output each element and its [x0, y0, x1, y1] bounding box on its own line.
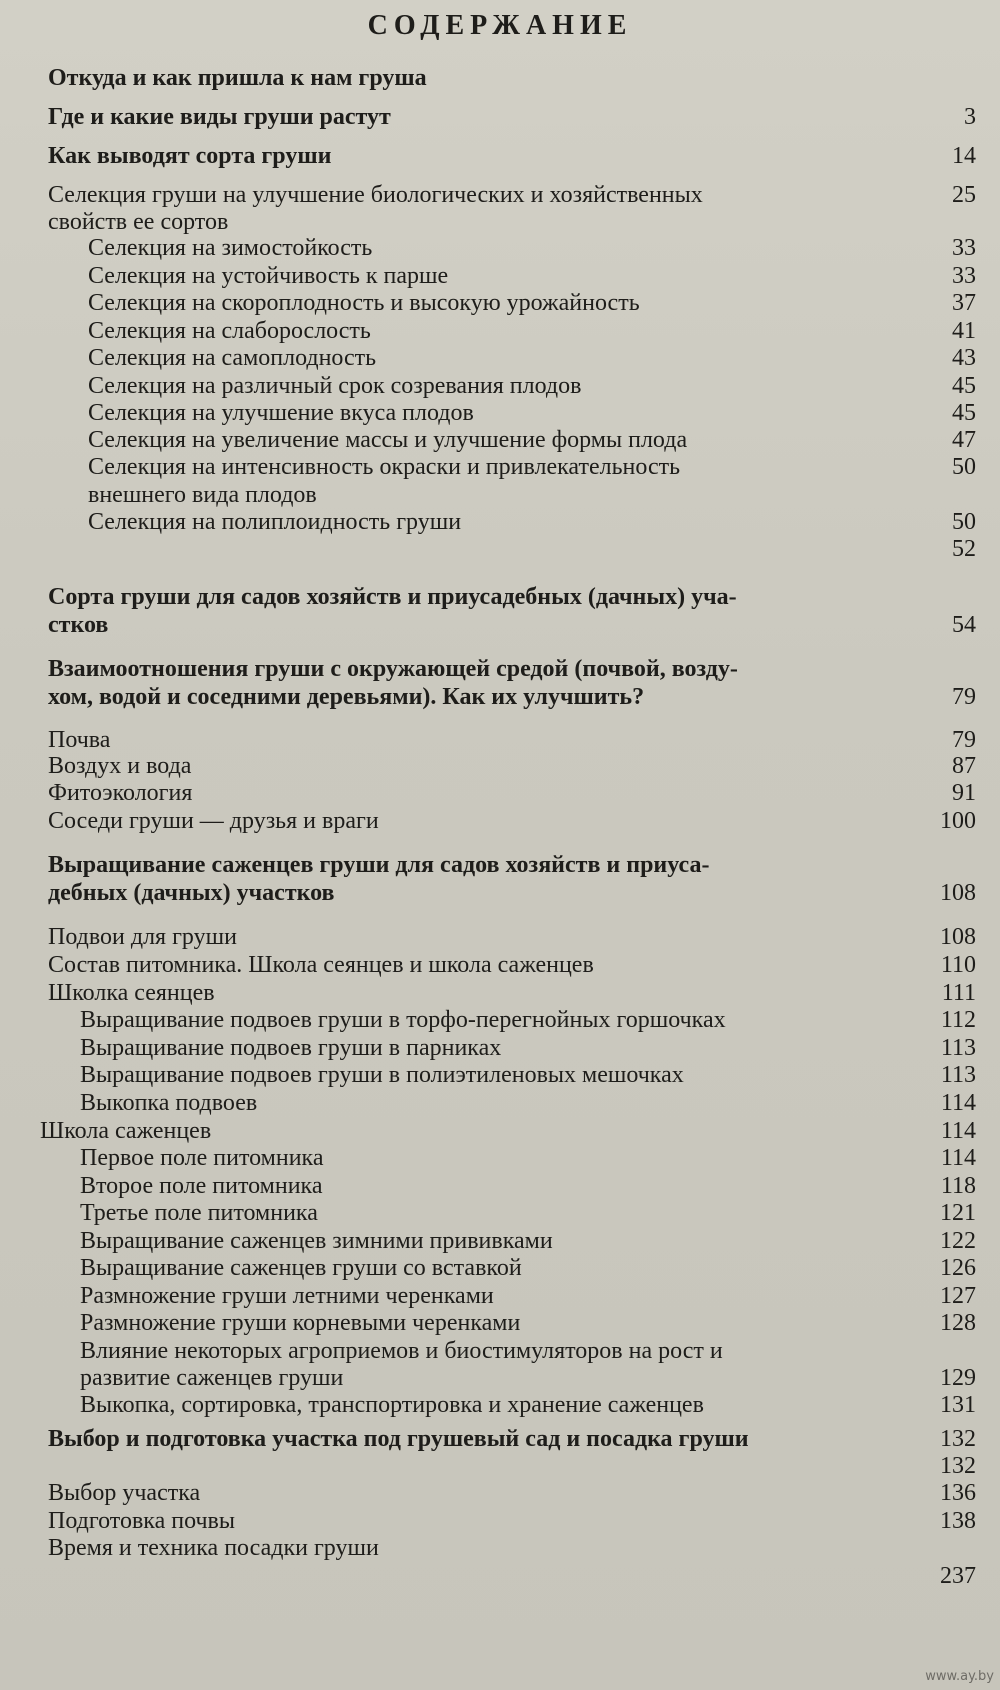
toc-entry [0, 1336, 1000, 1366]
toc-entry [0, 1363, 1000, 1393]
toc-entry [0, 850, 1000, 880]
toc-entry-page: 25 [952, 182, 976, 208]
toc-entry [0, 425, 1000, 455]
watermark: www.ay.by [925, 1669, 994, 1684]
toc-entry-title: Сорта груши для садов хозяйств и приусадебных (дачных) уча- [48, 584, 737, 610]
toc-entry [0, 1561, 1000, 1591]
toc-entry-title: Выбор участка [48, 1480, 201, 1506]
toc-entry [0, 1088, 1000, 1118]
toc-entry-title: Состав питомника. Школа сеянцев и школа саженцев [48, 952, 594, 978]
toc-entry-page: 113 [940, 1062, 976, 1088]
toc-entry [0, 1451, 1000, 1481]
toc-entry-page: 52 [952, 536, 976, 562]
toc-entry [0, 1478, 1000, 1508]
toc-entry-title: Первое поле питомника [80, 1145, 324, 1171]
toc-entry-title: Селекция груши на улучшение биологических и хозяйственных [48, 182, 703, 208]
toc-entry [0, 180, 1000, 210]
toc-entry-title: Селекция на полиплоидность груши [88, 509, 462, 535]
toc-entry-page: 79 [952, 727, 976, 753]
toc-entry-page: 45 [952, 400, 976, 426]
toc-entry-title: Селекция на самоплодность [88, 345, 377, 371]
toc-entry-page: 121 [940, 1200, 976, 1226]
toc-entry [0, 582, 1000, 612]
toc-entry-title: Размножение груши корневыми черенками [80, 1310, 521, 1336]
toc-entry-page: 111 [941, 980, 976, 1006]
toc-entry-title: Школка сеянцев [48, 980, 215, 1006]
toc-entry-page: 138 [940, 1508, 976, 1534]
toc-entry [0, 1390, 1000, 1420]
toc-entry-page: 237 [940, 1563, 976, 1589]
toc-entry [0, 233, 1000, 263]
toc-entry-page: 114 [940, 1145, 976, 1171]
toc-entry-title: стков [48, 612, 109, 638]
toc-entry [0, 507, 1000, 537]
toc-entry [0, 654, 1000, 684]
toc-entry-title: Селекция на интенсивность окраски и привлекательность [88, 454, 681, 480]
toc-entry [0, 288, 1000, 318]
toc-entry [0, 1308, 1000, 1338]
toc-entry-page: 50 [952, 454, 976, 480]
toc-entry-title: Выращивание подвоев груши в парниках [80, 1035, 502, 1061]
toc-entry [0, 371, 1000, 401]
toc-entry [0, 1116, 1000, 1146]
toc-entry-page: 127 [940, 1283, 976, 1309]
toc-entry-title: Третье поле питомника [80, 1200, 318, 1226]
toc-entry [0, 1198, 1000, 1228]
toc-entry [0, 778, 1000, 808]
toc-entry-title: Селекция на увеличение массы и улучшение формы плода [88, 427, 688, 453]
toc-entry-page: 108 [940, 880, 976, 906]
toc-entry-title: Школа саженцев [40, 1118, 212, 1144]
toc-entry-title: Селекция на улучшение вкуса плодов [88, 400, 474, 426]
toc-entry-title: хом, водой и соседними деревьями). Как их улучшить? [48, 684, 645, 710]
toc-entry-page: 33 [952, 263, 976, 289]
toc-entry-page: 129 [940, 1365, 976, 1391]
toc-entry-page: 45 [952, 373, 976, 399]
toc-entry-page: 132 [940, 1426, 976, 1452]
toc-entry [0, 1506, 1000, 1536]
toc-entry-page: 126 [940, 1255, 976, 1281]
toc-entry-title: дебных (дачных) участков [48, 880, 335, 906]
toc-entry-title: Селекция на скороплодность и высокую урожайность [88, 290, 640, 316]
toc-entry-title: Почва [48, 727, 111, 753]
toc-entry [0, 1060, 1000, 1090]
toc-entry-title: Селекция на устойчивость к парше [88, 263, 449, 289]
toc-entry-title: Размножение груши летними черенками [80, 1283, 494, 1309]
toc-entry [0, 1281, 1000, 1311]
toc-entry-title: Второе поле питомника [80, 1173, 323, 1199]
toc-entry-title: Откуда и как пришла к нам груша [48, 65, 427, 91]
toc-entry [0, 978, 1000, 1008]
toc-entry-page: 54 [952, 612, 976, 638]
toc-entry-page: 108 [940, 924, 976, 950]
toc-entry-title: Фитоэкология [48, 780, 193, 806]
toc-entry [0, 610, 1000, 640]
toc-entry [0, 1171, 1000, 1201]
toc-entry-page: 131 [940, 1392, 976, 1418]
toc-entry-page: 91 [952, 780, 976, 806]
toc-entry [0, 1033, 1000, 1063]
toc-entry-title: Выращивание саженцев зимними прививками [80, 1228, 553, 1254]
toc-entry-title: Подготовка почвы [48, 1508, 235, 1534]
toc-entry [0, 102, 1000, 132]
page-title: СОДЕРЖАНИЕ [367, 10, 633, 41]
toc-entry-title: Выращивание подвоев груши в полиэтиленовых мешочках [80, 1062, 684, 1088]
toc-entry-page: 41 [952, 318, 976, 344]
toc-entry [0, 1226, 1000, 1256]
toc-entry-page: 112 [940, 1007, 976, 1033]
toc-entry [0, 343, 1000, 373]
toc-entry-page: 37 [952, 290, 976, 316]
toc-entry-page: 43 [952, 345, 976, 371]
toc-entry [0, 316, 1000, 346]
toc-entry-page: 114 [940, 1090, 976, 1116]
toc-entry [0, 806, 1000, 836]
toc-entry-title: Выкопка, сортировка, транспортировка и хранение саженцев [80, 1392, 704, 1418]
toc-entry-page: 14 [952, 143, 976, 169]
toc-entry-title: внешнего вида плодов [88, 482, 317, 508]
toc-entry [0, 452, 1000, 482]
toc-entry-page: 100 [940, 808, 976, 834]
toc-entry-page: 3 [964, 104, 976, 130]
toc-entry [0, 534, 1000, 564]
toc-entry [0, 751, 1000, 781]
toc-entry-title: Подвои для груши [48, 924, 237, 950]
toc-entry-title: Выращивание саженцев груши со вставкой [80, 1255, 522, 1281]
toc-entry-page: 33 [952, 235, 976, 261]
toc-entry [0, 63, 1000, 93]
toc-entry-page: 132 [940, 1453, 976, 1479]
toc-entry-title: Соседи груши — друзья и враги [48, 808, 379, 834]
toc-entry [0, 261, 1000, 291]
toc-entry-page: 87 [952, 753, 976, 779]
toc-entry-page: 50 [952, 509, 976, 535]
toc-entry-page: 136 [940, 1480, 976, 1506]
toc-entry [0, 1143, 1000, 1173]
toc-entry-title: Время и техника посадки груши [48, 1535, 379, 1561]
toc-entry-title: Влияние некоторых агроприемов и биостимуляторов на рост и [80, 1338, 723, 1364]
toc-entry-title: Селекция на зимостойкость [88, 235, 373, 261]
toc-entry [0, 950, 1000, 980]
toc-entry-title: Выкопка подвоев [80, 1090, 258, 1116]
toc-entry [0, 1424, 1000, 1454]
toc-entry-title: Воздух и вода [48, 753, 192, 779]
toc-entry-page: 113 [940, 1035, 976, 1061]
toc-entry [0, 141, 1000, 171]
toc-entry-page: 118 [940, 1173, 976, 1199]
toc-entry [0, 1005, 1000, 1035]
toc-entry [0, 878, 1000, 908]
toc-entry-title: Селекция на различный срок созревания плодов [88, 373, 582, 399]
toc-entry-title: Селекция на слаборослость [88, 318, 371, 344]
toc-entry [0, 1253, 1000, 1283]
toc-entry [0, 1533, 1000, 1563]
toc-entry-page: 128 [940, 1310, 976, 1336]
toc-entry [0, 682, 1000, 712]
toc-entry-title: Как выводят сорта груши [48, 143, 332, 169]
toc-entry-title: развитие саженцев груши [80, 1365, 344, 1391]
toc-entry-title: Взаимоотношения груши с окружающей средой (почвой, возду- [48, 656, 738, 682]
toc-entry-title: Выбор и подготовка участка под грушевый сад и посадка груши [48, 1426, 749, 1452]
toc-entry-title: Выращивание подвоев груши в торфо-перегнойных горшочках [80, 1007, 726, 1033]
toc-entry-page: 122 [940, 1228, 976, 1254]
toc-entry-page: 114 [940, 1118, 976, 1144]
toc-entry-page: 79 [952, 684, 976, 710]
toc-entry-title: Где и какие виды груши растут [48, 104, 391, 130]
toc-entry [0, 398, 1000, 428]
toc-entry [0, 922, 1000, 952]
toc-entry-page: 47 [952, 427, 976, 453]
toc-entry-page: 110 [940, 952, 976, 978]
toc-entry-title: свойств ее сортов [48, 209, 229, 235]
toc-entry-title: Выращивание саженцев груши для садов хозяйств и приуса- [48, 852, 710, 878]
toc-entry [0, 480, 1000, 510]
